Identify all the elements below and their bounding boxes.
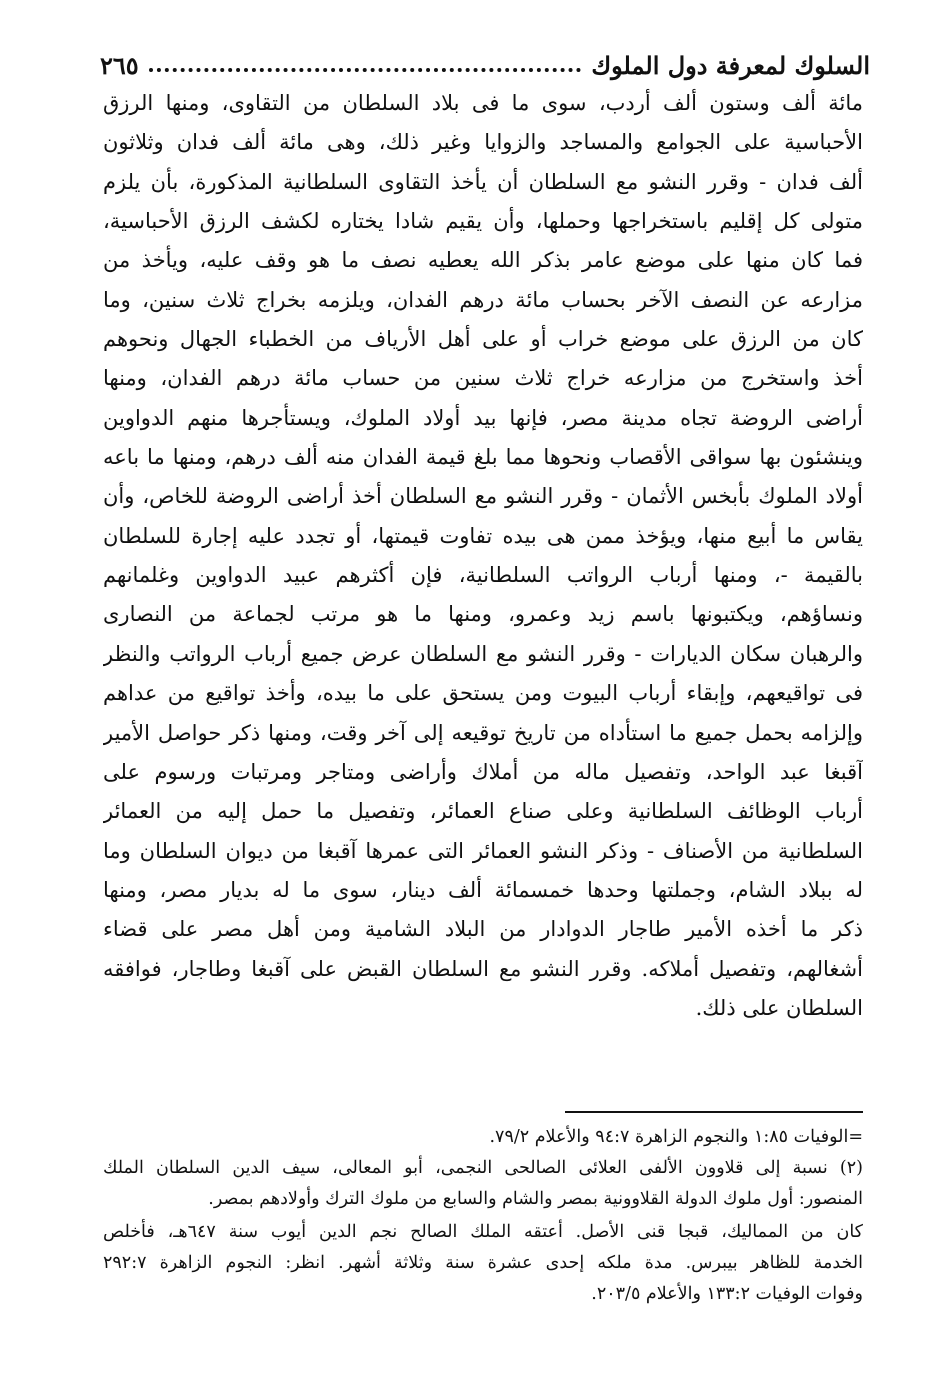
text-line: آقبغا عبد الواحد، وتفصيل ماله من أملاك وأراضى ومتاجر ومرتبات ورسوم على <box>103 759 863 784</box>
text-line: بالقيمة -، ومنها أرباب الرواتب السلطانية، فإن أكثرهم عبيد الدواوين وغلمانهم <box>103 563 863 588</box>
footnote-line: (٢) نسبة إلى قلاوون الألفى العلائى الصالحى النجمى، أبو المعالى، سيف الدين السلطان الملك <box>103 1157 863 1178</box>
text-line: أراضى الروضة تجاه مدينة مصر، فإنها بيد أولاد الملوك، ويستأجرها منهم الدواوين <box>103 405 863 430</box>
footnote-line: المنصور: أول ملوك الدولة القلاوونية بمصر والشام والسابع من ملوك الترك وأولادهم بمصر. <box>208 1188 863 1209</box>
footnote-line: وفوات الوفيات ١٣٣:٢ والأعلام ٢٠٣/٥. <box>591 1283 863 1304</box>
footnotes <box>103 1122 863 1310</box>
footnote-line: الخدمة للظاهر بيبرس. مدة ملكه إحدى عشرة سنة وثلاثة أشهر. انظر: النجوم الزاهرة ٢٩٢:٧ <box>103 1253 863 1274</box>
text-line: أولاد الملوك بأبخس الأثمان - وقرر النشو مع السلطان أخذ أراضى الروضة للخاص، وأن <box>103 484 863 509</box>
text-line: الأحباسية على الجوامع والمساجد والزوايا وغير ذلك، وهى مائة ألف فدان وثلاثون <box>103 130 863 155</box>
text-line: مائة ألف وستون ألف أردب، سوى ما فى بلاد السلطان من التقاوى، ومنها الرزق <box>103 91 863 115</box>
footnote-line: كان من المماليك، قبجا قنى الأصل. أعتقه الملك الصالح نجم الدين أيوب سنة ٦٤٧هـ، فأخلص <box>103 1222 863 1243</box>
text-line: أرباب الوظائف السلطانية وعلى صناع العمائر، وتفصيل ما حمل إليه من العمائر <box>103 799 863 824</box>
text-line: والرهبان سكان الديارات - وقرر النشو مع السلطان عرض جميع أرباب الرواتب والنظر <box>103 641 863 666</box>
text-line: فما كان منها على موضع عامر بذكر الله يعطيه نصف ما هو وقف عليه، ويأخذ من <box>103 248 863 273</box>
running-header <box>100 38 870 80</box>
footnote-line: =الوفيات ١:٨٥ والنجوم الزاهرة ٩٤:٧ والأعلام ٧٩/٢. <box>489 1127 863 1147</box>
text-line: أشغالهم، وتفصيل أملاكه. وقرر النشو مع السلطان القبض على آقبغا وطاجار، فوافقه <box>103 956 863 981</box>
text-line: ألف فدان - وقرر النشو مع السلطان أن يأخذ التقاوى السلطانية المذكورة، بأن يلزم <box>103 169 863 194</box>
text-line: ونساؤهم، ويكتبونها باسم زيد وعمرو، ومنها ما هو مرتب لجماعة من النصارى <box>103 602 863 627</box>
text-line: ذكر ما أخذه الأمير طاجار الدوادار من البلاد الشامية ومن أهل مصر على قضاء <box>103 917 863 942</box>
text-line: له ببلاد الشام، وجملتها وحدها خمسمائة ألف دينار، سوى ما له بديار مصر، ومنها <box>103 877 863 902</box>
book-title: السلوك لمعرفة دول الملوك <box>591 51 870 80</box>
text-line: السلطان على ذلك. <box>695 995 863 1020</box>
text-line: السلطانية من الأصناف - وذكر النشو العمائر التى عمرها آقبغا من ديوان السلطان وما <box>103 838 863 863</box>
text-line: كان من الرزق على موضع خراب أو على أهل الأرياف من الخطباء الجهال ونحوهم <box>103 327 863 352</box>
footnote-separator <box>565 1111 863 1113</box>
text-line: وينشئون بها سواقى الأقصاب ونحوها مما بلغ قيمة الفدان منه ألف درهم، ومنها ما باعه <box>103 445 863 470</box>
text-line: وإلزامه بحمل جميع ما استأداه من تاريخ توقيعه إلى آخر وقت، ومنها ذكر حواصل الأمير <box>103 720 863 745</box>
text-line: أخذ واستخرج من مزارعه خراج ثلاث سنين من حساب مائة درهم الفدان، ومنها <box>103 366 863 391</box>
main-text <box>103 84 863 1028</box>
text-line: يقاس ما أبيع منها، ويؤخذ ممن هى بيده تفاوت قيمتها، أو تجدد عليه إجارة للسلطان <box>103 523 863 548</box>
header-dot-leader <box>149 68 582 72</box>
page-number: ٢٦٥ <box>100 51 139 80</box>
text-line: مزارعه عن النصف الآخر بحساب مائة درهم الفدان، ويلزمه بخراج ثلاث سنين، وما <box>103 287 863 312</box>
text-line: فى تواقيعهم، وإبقاء أرباب البيوت ومن يستحق على ما بيده، وأخذ تواقيع من عداهم <box>103 681 863 706</box>
text-line: متولى كل إقليم باستخراجها وحملها، وأن يقيم شادا يختاره لكشف الرزق الأحباسية، <box>103 209 863 234</box>
